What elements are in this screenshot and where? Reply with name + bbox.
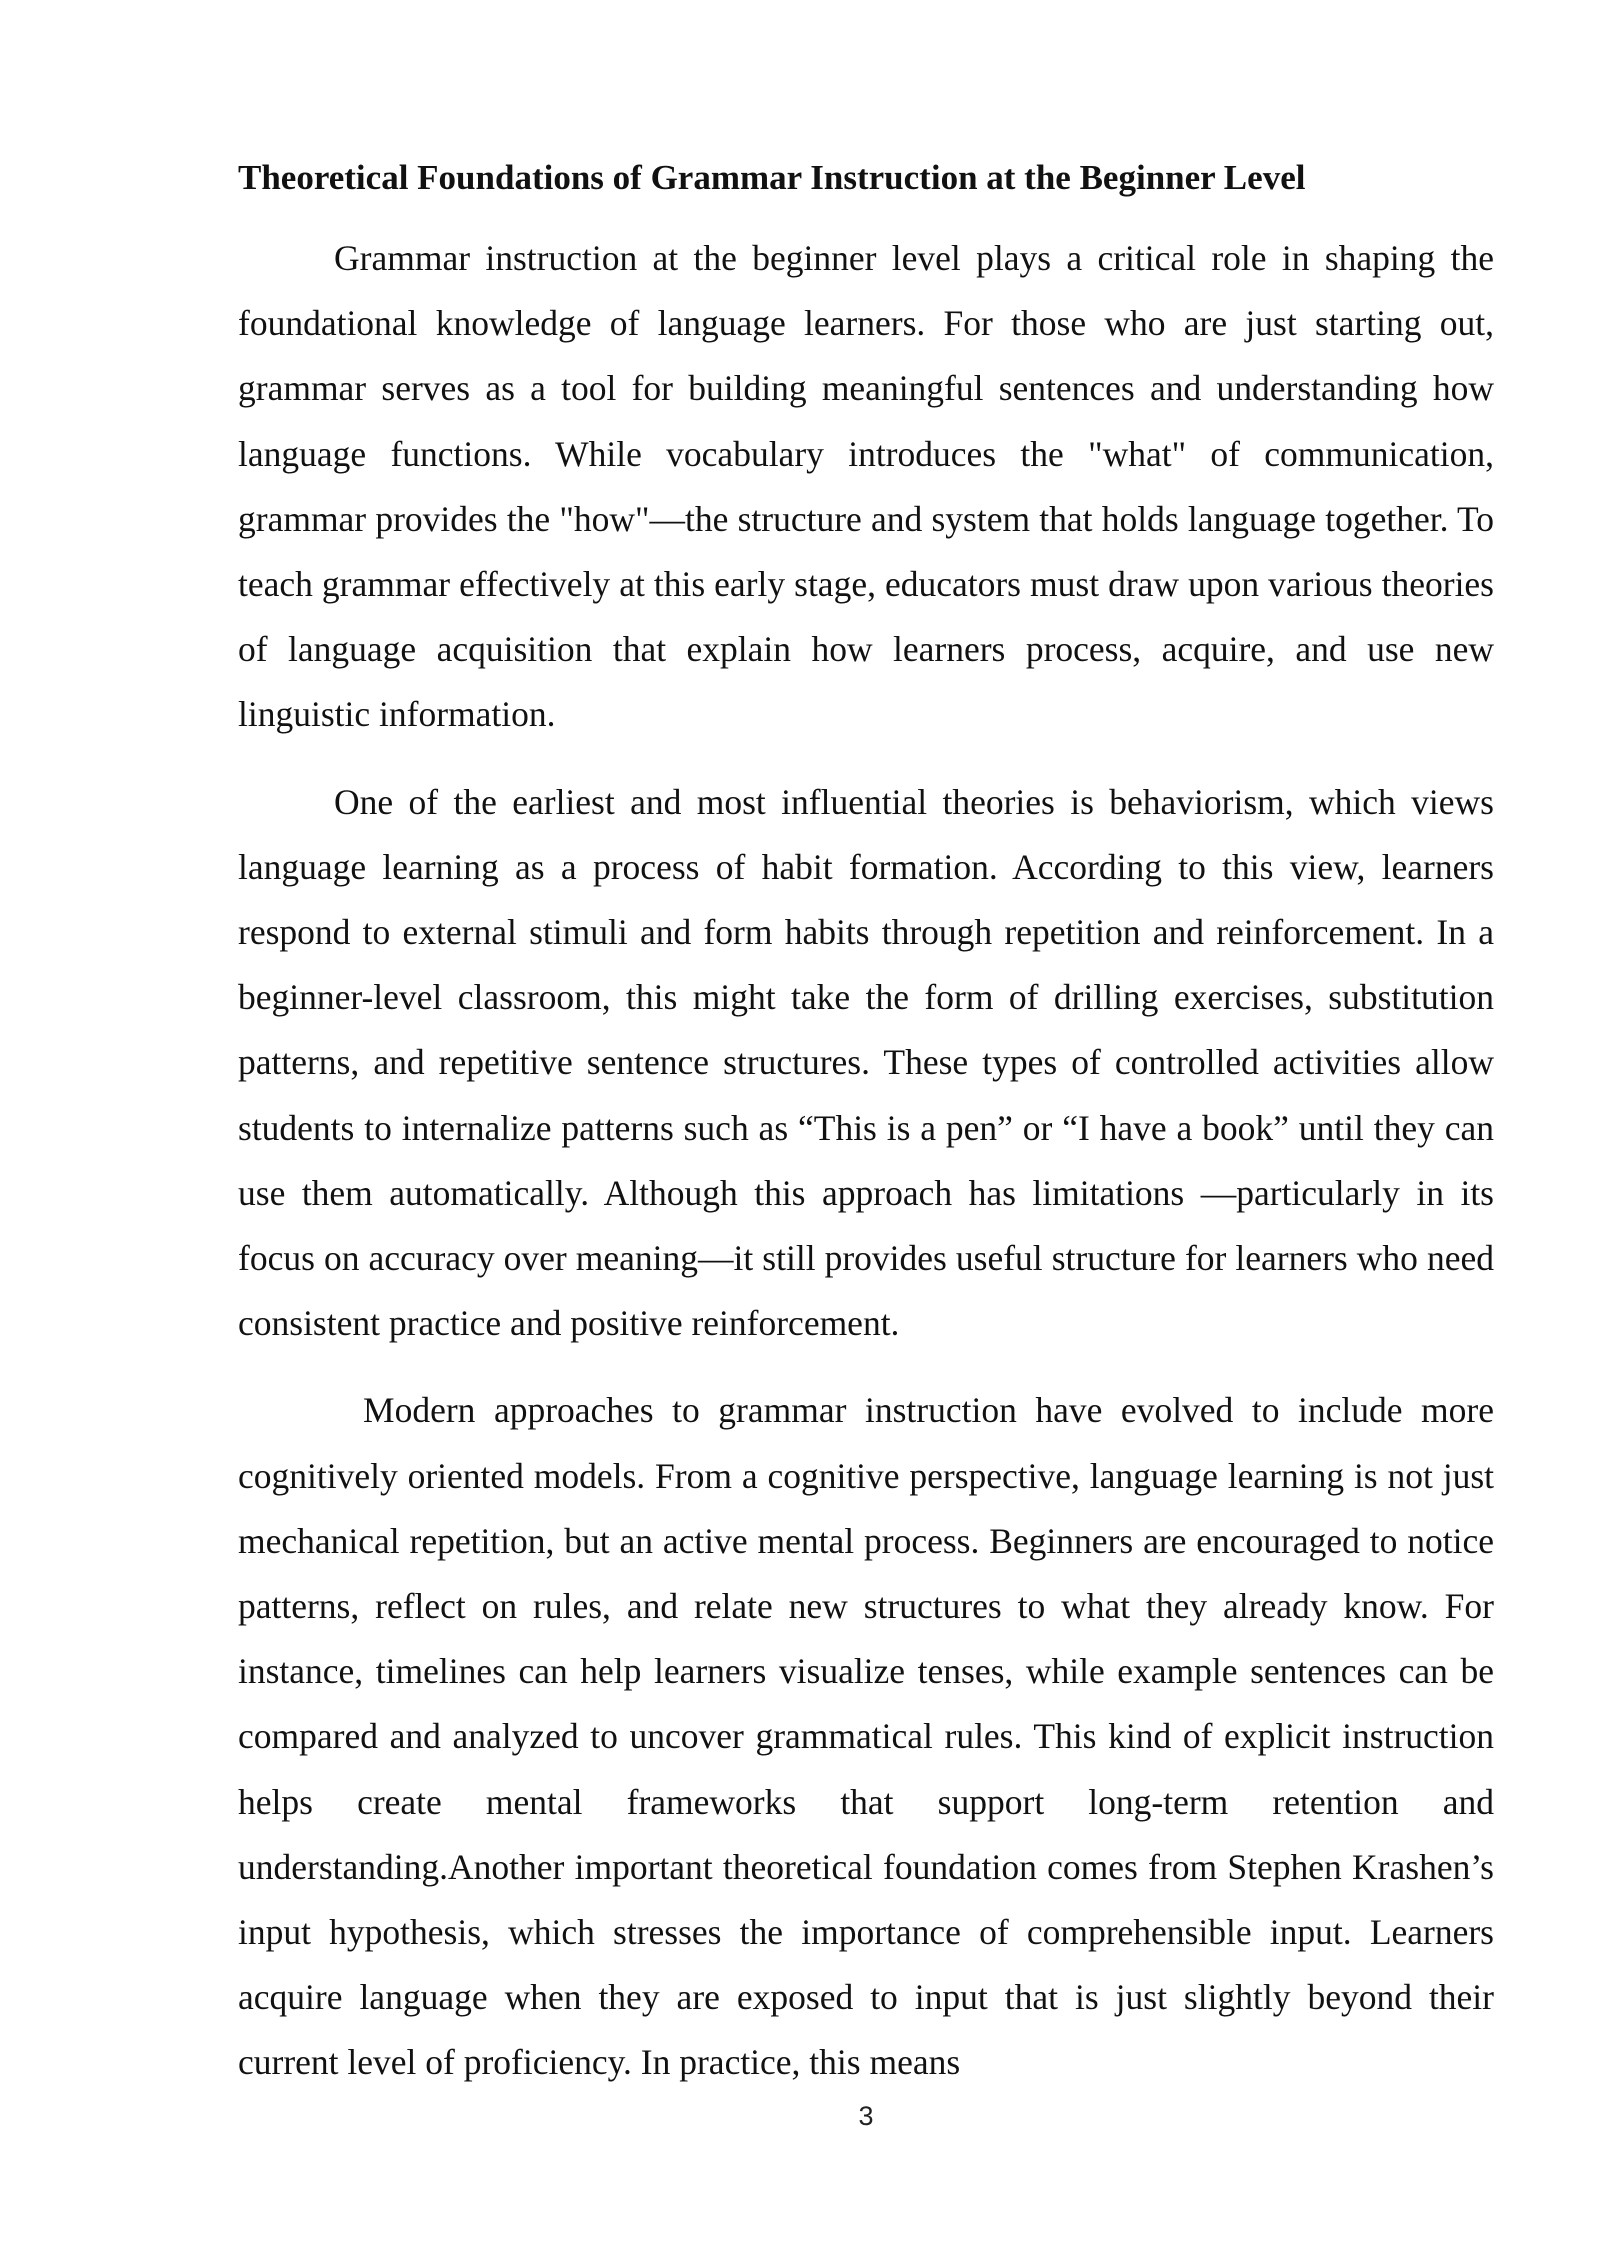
page-content	[238, 150, 1494, 2118]
section-heading: Theoretical Foundations of Grammar Instruction at the Beginner Level	[238, 158, 1306, 197]
paragraph-3: Modern approaches to grammar instruction have evolved to include more cognitively oriented models. From a cognitive perspective, language learning is not just mechanical repetition, but an active mental process. Beginners are encouraged to notice patterns, reflect on rules, and relate new structures to what they already know. For instance, timelines can help learners visualize tenses, while example sentences can be compared and analyzed to uncover grammatical rules. This kind of explicit instruction helps create mental frameworks that support long-term retention and understanding.Another important theoretical foundation comes from Stephen Krashen’s input hypothesis, which stresses the importance of comprehensible input. Learners acquire language when they are exposed to input that is just slightly beyond their current level of proficiency. In practice, this means	[238, 1390, 1494, 2083]
paragraph-2: One of the earliest and most influential theories is behaviorism, which views language learning as a process of habit formation. According to this view, learners respond to external stimuli and form habits through repetition and reinforcement. In a beginner-level classroom, this might take the form of drilling exercises, substitution patterns, and repetitive sentence structures. These types of controlled activities allow students to internalize patterns such as “This is a pen” or “I have a book” until they can use them automatically. Although this approach has limitations —particularly in its focus on accuracy over meaning—it still provides useful structure for learners who need consistent practice and positive reinforcement.	[238, 781, 1494, 1344]
page-number: 3	[858, 2101, 874, 2131]
paragraph-1: Grammar instruction at the beginner level plays a critical role in shaping the foundational knowledge of language learners. For those who are just starting out, grammar serves as a tool for building meaningful sentences and understanding how language functions. While vocabulary introduces the "what" of communication, grammar provides the "how"—the structure and system that holds language together. To teach grammar effectively at this early stage, educators must draw upon various theories of language acquisition that explain how learners process, acquire, and use new linguistic information.	[238, 238, 1494, 735]
